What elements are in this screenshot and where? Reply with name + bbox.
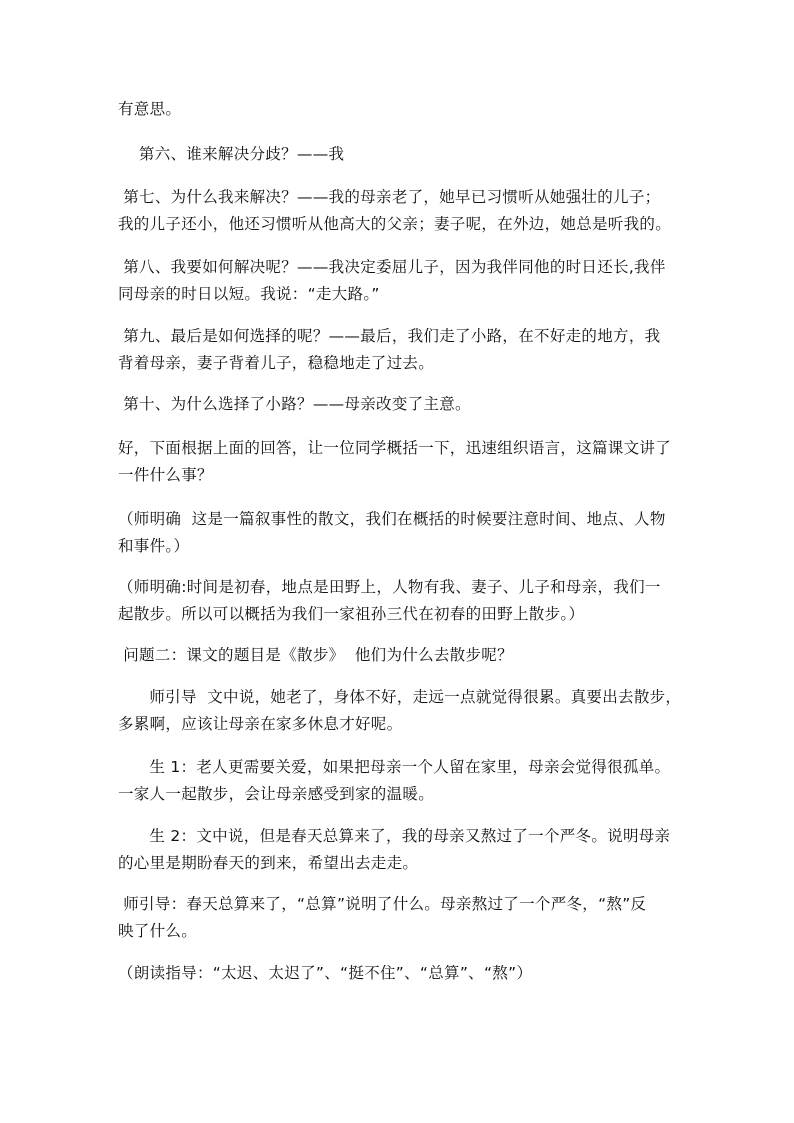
paragraph xyxy=(118,96,678,123)
text-line: 映了什么。 xyxy=(118,922,198,940)
text-line: （师明确:时间是初春，地点是田野上，人物有我、妻子、儿子和母亲，我们一 xyxy=(118,578,661,596)
text-line: 好，下面根据上面的回答，让一位同学概括一下，迅速组织语言，这篇课文讲了 xyxy=(118,439,672,457)
text-line: 多累啊，应该让母亲在家多休息才好呢。 xyxy=(118,715,403,733)
paragraph xyxy=(118,684,682,738)
text-line: 生 1：老人更需要关爱，如果把母亲一个人留在家里，母亲会觉得很孤单。 xyxy=(118,758,671,776)
paragraph xyxy=(118,823,678,877)
text-line: 生 2：文中说，但是春天总算来了，我的母亲又熬过了一个严冬。说明母亲 xyxy=(118,827,671,845)
paragraph xyxy=(118,254,678,308)
text-line: （师明确 这是一篇叙事性的散文，我们在概括的时候要注意时间、地点、人物 xyxy=(118,510,666,528)
paragraph xyxy=(118,891,678,945)
text-line: 问题二：课文的题目是《散步》 他们为什么去散步呢？ xyxy=(118,646,513,664)
text-line: 起散步。所以可以概括为我们一家祖孙三代在初春的田野上散步。） xyxy=(118,605,585,623)
text-line: 一家人一起散步，会让母亲感受到家的温暖。 xyxy=(118,785,435,803)
text-line: 的心里是期盼春天的到来，希望出去走走。 xyxy=(118,854,419,872)
paragraph xyxy=(118,141,678,168)
paragraph xyxy=(118,323,678,377)
paragraph xyxy=(118,391,678,418)
paragraph xyxy=(118,435,678,489)
text-line: 我的儿子还小，他还习惯听从他高大的父亲；妻子呢，在外边，她总是听我的。 xyxy=(118,215,672,233)
text-line: 一件什么事？ xyxy=(118,466,213,484)
text-line: 背着母亲，妻子背着儿子，稳稳地走了过去。 xyxy=(118,354,435,372)
paragraph xyxy=(118,574,678,628)
text-line: 第七、为什么我来解决？——我的母亲老了，她早已习惯听从她强壮的儿子； xyxy=(118,188,661,206)
text-line: 第九、最后是如何选择的呢？——最后，我们走了小路，在不好走的地方，我 xyxy=(118,327,661,345)
text-line: 第八、我要如何解决呢？——我决定委屈儿子，因为我伴同他的时日还长,我伴 xyxy=(118,258,666,276)
text-line: 第十、为什么选择了小路？——母亲改变了主意。 xyxy=(118,395,471,413)
text-line: （朗读指导：“太迟、太迟了”、“挺不住”、“总算”、“熬”） xyxy=(118,964,533,982)
paragraph xyxy=(118,960,678,987)
paragraph xyxy=(118,642,678,669)
text-line: 同母亲的时日以短。我说：“走大路。” xyxy=(118,285,380,303)
text-line: 和事件。） xyxy=(118,537,190,555)
paragraph xyxy=(118,184,678,238)
text-line: 第六、谁来解决分歧？——我 xyxy=(118,145,345,163)
text-line: 师引导：春天总算来了，“总算”说明了什么。母亲熬过了一个严冬，“熬”反 xyxy=(118,895,647,913)
text-line: 有意思。 xyxy=(118,100,182,118)
paragraph xyxy=(118,754,678,808)
paragraph xyxy=(118,506,678,560)
text-line: 师引导 文中说，她老了，身体不好，走远一点就觉得很累。真要出去散步， xyxy=(118,688,682,706)
